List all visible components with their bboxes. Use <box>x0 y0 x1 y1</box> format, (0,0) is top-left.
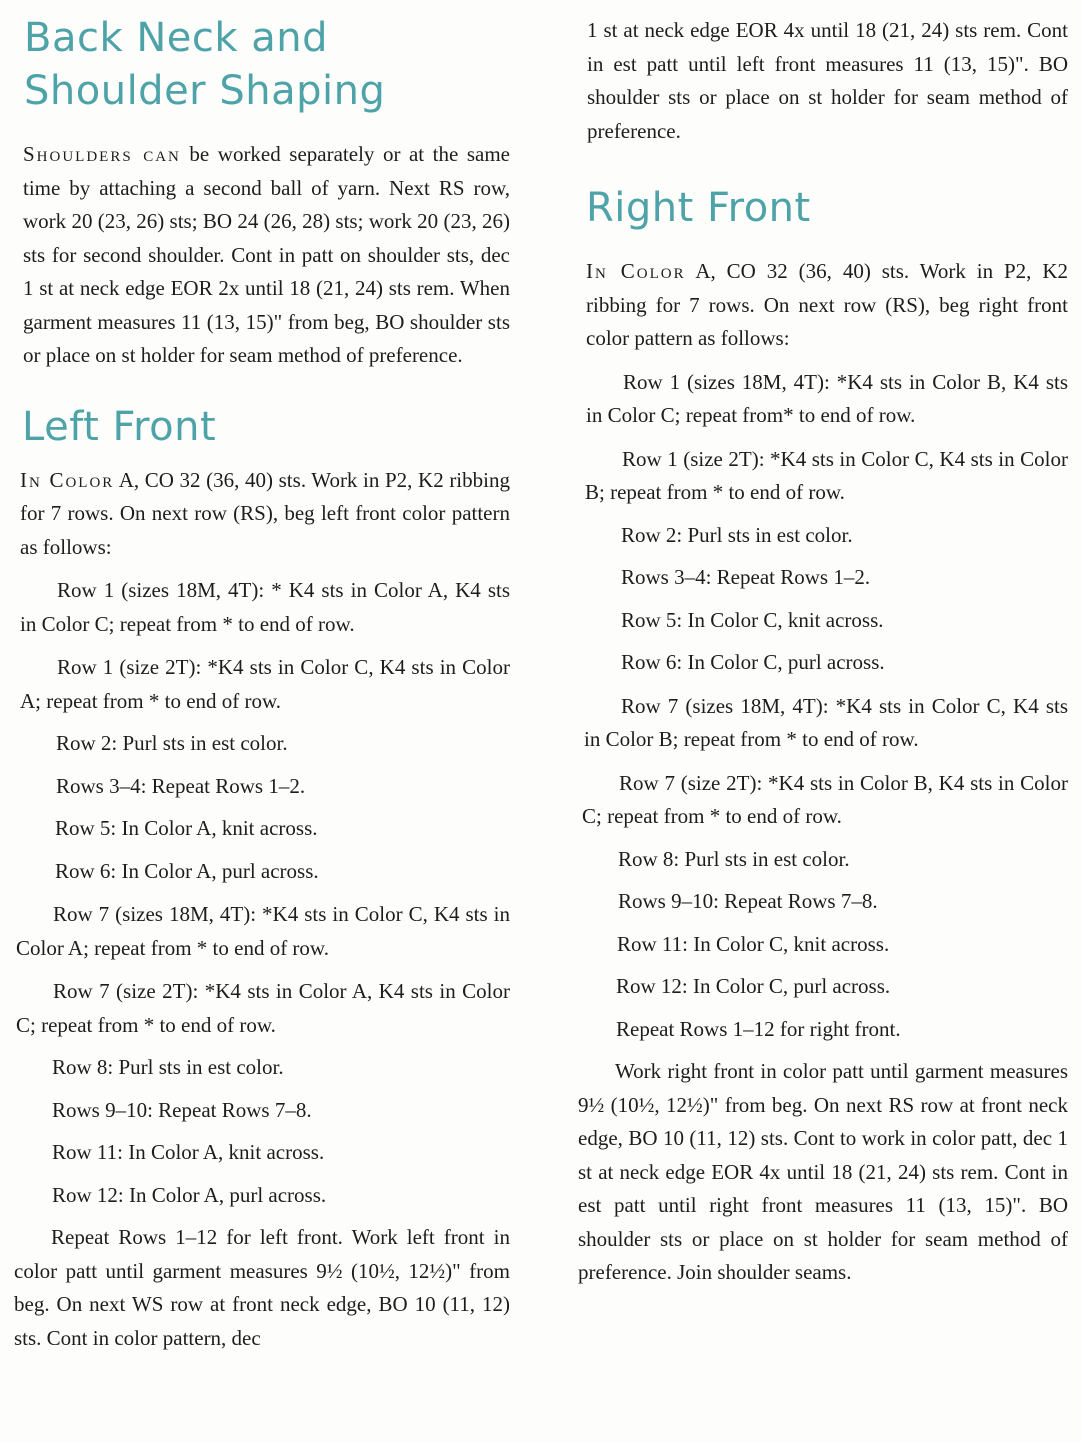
back-neck-paragraph <box>14 138 510 373</box>
left-row5: Row 5: In Color A, knit across. <box>55 816 318 840</box>
right-row7-sizes-18m-4t: Row 7 (sizes 18M, 4T): *K4 sts in Color C, K4 sts in Color B; repeat from * to end of row. <box>584 693 1068 751</box>
right-repeat: Repeat Rows 1–12 for right front. <box>616 1016 901 1041</box>
back-neck-lead: Shoulders can <box>23 142 181 166</box>
left-rows9-10: Rows 9–10: Repeat Rows 7–8. <box>52 1097 312 1122</box>
left-front-intro-text: A, CO 32 (36, 40) sts. Work in P2, K2 ribbing for 7 rows. On next row (RS), beg left front color pattern as follows: <box>20 467 510 559</box>
left-row11: Row 11: In Color A, knit across. <box>52 1140 325 1164</box>
left-row1-size-2t: Row 1 (size 2T): *K4 sts in Color C, K4 sts in Color A; repeat from * to end of row. <box>20 655 510 713</box>
right-front-lead: In Color <box>586 259 686 283</box>
left-front-lead: In Color <box>20 467 115 492</box>
right-column <box>578 0 1068 1290</box>
right-rows3-4: Rows 3–4: Repeat Rows 1–2. <box>621 565 871 589</box>
left-column <box>14 0 510 1355</box>
left-row8: Row 8: Purl sts in est color. <box>52 1055 284 1079</box>
back-neck-heading-line1: Back Neck and <box>24 15 328 61</box>
left-front-closing: Repeat Rows 1–12 for left front. Work left front in color patt until garment measures 9½ (10½, 12½)" from beg. On next WS row at front neck edge, BO 10 (11, 12) sts. Cont in color pattern, dec <box>14 1225 510 1350</box>
right-front-intro-text: A, CO 32 (36, 40) sts. Work in P2, K2 ribbing for 7 rows. On next row (RS), beg right front color pattern as follows: <box>586 259 1069 350</box>
right-row1-size-2t: Row 1 (size 2T): *K4 sts in Color C, K4 sts in Color B; repeat from * to end of row. <box>585 446 1068 504</box>
right-row6: Row 6: In Color C, purl across. <box>621 650 885 674</box>
left-row2: Row 2: Purl sts in est color. <box>56 731 288 755</box>
back-neck-body: be worked separately or at the same time by attaching a second ball of yarn. Next RS row, work 20 (23, 26) sts; BO 24 (26, 28) sts; work 20 (23, 26) sts for second shoulder. Cont in patt on shoulder sts, dec 1 st at neck edge EOR 2x until 18 (21, 24) sts rem. When garment measures 11 (13, 15)" from beg, BO shoulder sts or place on st holder for seam method of preference. <box>23 142 510 367</box>
right-row1-sizes-18m-4t: Row 1 (sizes 18M, 4T): *K4 sts in Color B, K4 sts in Color C; repeat from* to end of row. <box>586 369 1068 427</box>
right-front-closing: Work right front in color patt until garment measures 9½ (10½, 12½)" from beg. On next RS row at front neck edge, BO 10 (11, 12) sts. Cont to work in color patt, dec 1 st at neck edge EOR 4x until 18 (21, 24) sts rem. Cont in est patt until right front measures 11 (13, 15)". BO shoulder sts or place on st holder for seam method of preference. Join shoulder seams. <box>578 1059 1068 1284</box>
right-front-heading: Right Front <box>586 185 811 231</box>
left-front-heading: Left Front <box>22 403 217 450</box>
left-row7-sizes-18m-4t: Row 7 (sizes 18M, 4T): *K4 sts in Color C, K4 sts in Color A; repeat from * to end of row. <box>16 902 510 960</box>
left-row1-sizes-18m-4t: Row 1 (sizes 18M, 4T): * K4 sts in Color A, K4 sts in Color C; repeat from * to end of row. <box>20 578 510 636</box>
right-row7-size-2t: Row 7 (size 2T): *K4 sts in Color B, K4 sts in Color C; repeat from * to end of row. <box>582 770 1068 828</box>
right-row5: Row 5: In Color C, knit across. <box>621 607 884 632</box>
left-row12: Row 12: In Color A, purl across. <box>52 1182 327 1207</box>
right-rows9-10: Rows 9–10: Repeat Rows 7–8. <box>618 889 878 913</box>
left-row6: Row 6: In Color A, purl across. <box>55 858 319 883</box>
right-row12: Row 12: In Color C, purl across. <box>616 974 891 998</box>
right-front-intro <box>578 255 1068 356</box>
left-row7-size-2t: Row 7 (size 2T): *K4 sts in Color A, K4 sts in Color C; repeat from * to end of row. <box>16 979 510 1037</box>
right-row2: Row 2: Purl sts in est color. <box>621 522 853 547</box>
right-continuation: 1 st at neck edge EOR 4x until 18 (21, 24) sts rem. Cont in est patt until left front measures 11 (13, 15)". BO shoulder sts or place on st holder for seam method of preference. <box>587 18 1068 143</box>
back-neck-heading <box>14 12 510 118</box>
right-row11: Row 11: In Color C, knit across. <box>617 931 890 956</box>
left-front-intro <box>14 464 510 565</box>
right-row8: Row 8: Purl sts in est color. <box>618 846 850 871</box>
left-rows3-4: Rows 3–4: Repeat Rows 1–2. <box>56 773 306 798</box>
back-neck-heading-line2: Shoulder Shaping <box>24 68 386 114</box>
